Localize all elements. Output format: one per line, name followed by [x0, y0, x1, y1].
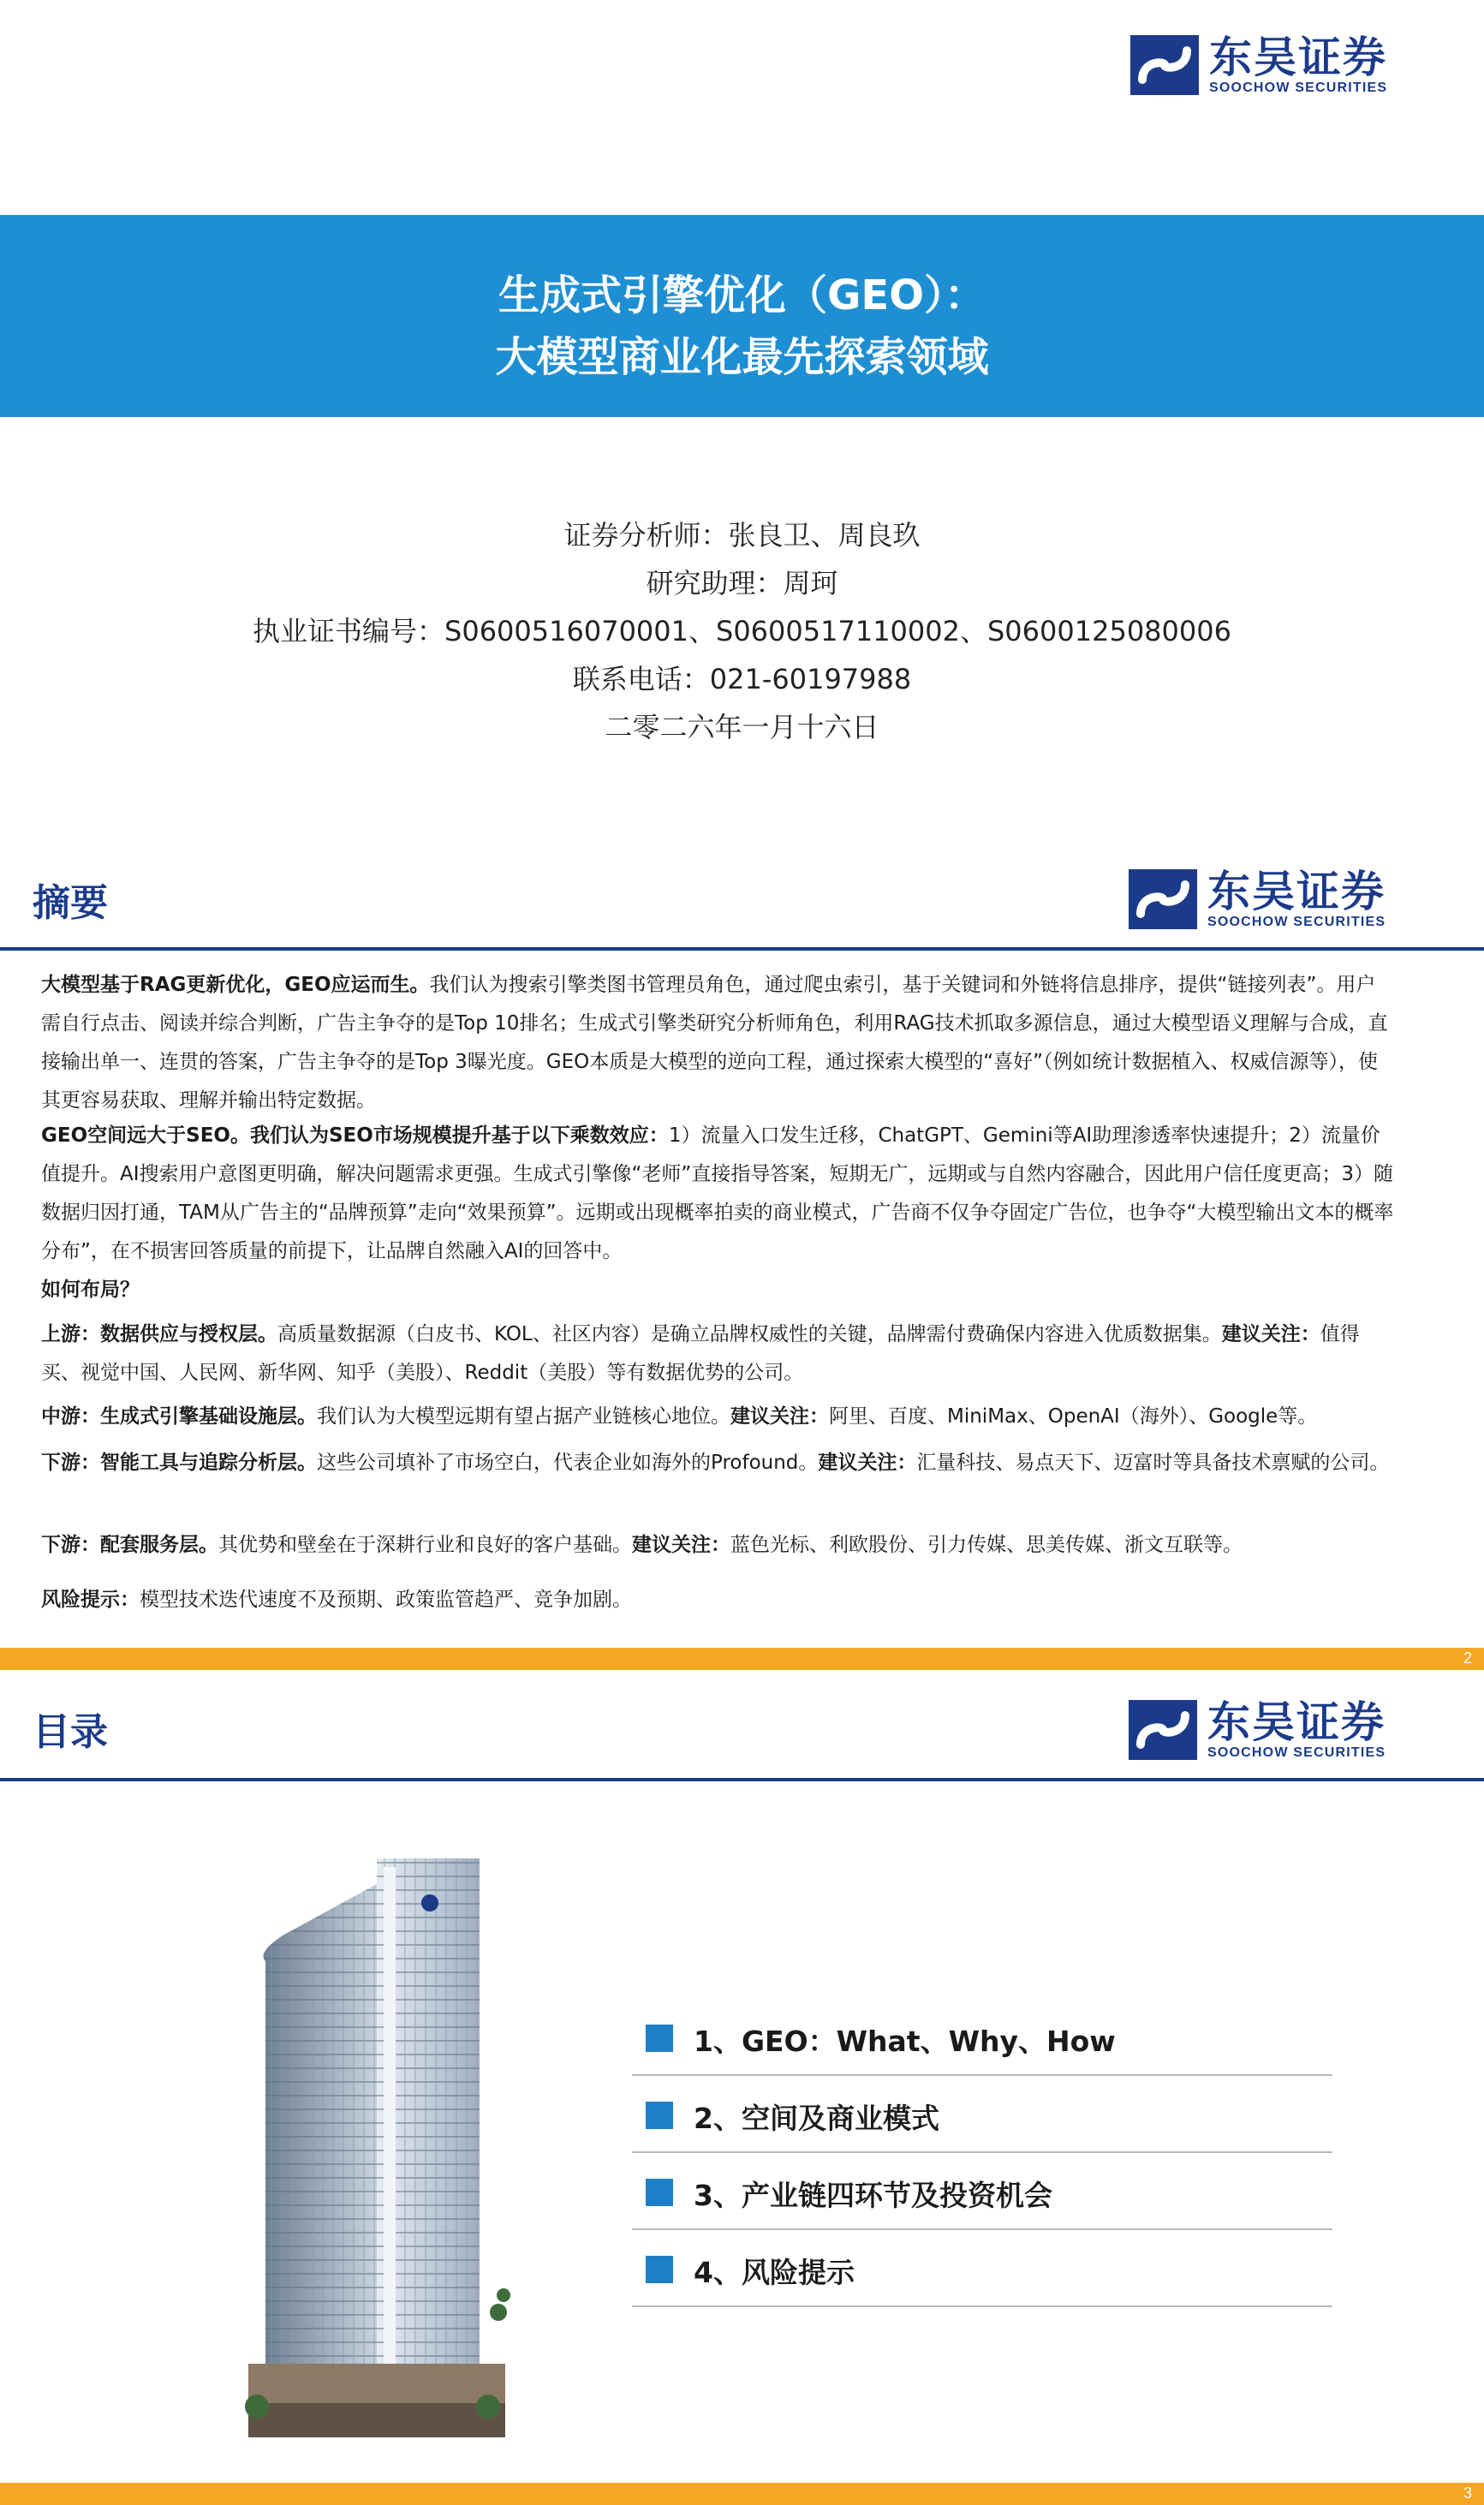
p8-text: 模型技术迭代速度不及预期、政策监管趋严、竞争加剧。	[140, 1589, 632, 1611]
toc-item-3[interactable]	[632, 2153, 1332, 2230]
p5-bold: 中游：生成式引擎基础设施层。	[41, 1405, 317, 1428]
brand-logo-summary	[1129, 868, 1386, 930]
brand-name-en: SOOCHOW SECURITIES	[1209, 81, 1388, 95]
p4-text2: 值得买、视觉中国、人民网、新华网、知乎（美股）、Reddit（美股）等有数据优势的公司。	[41, 1323, 1360, 1384]
summary-paragraph-3	[41, 1271, 1394, 1309]
page3-footer-bar	[0, 2483, 1484, 2505]
toc-bullet-icon	[646, 2025, 673, 2052]
summary-paragraph-4	[41, 1315, 1394, 1393]
summary-paragraph-5	[41, 1398, 1394, 1436]
p1-text: 我们认为搜索引擎类图书管理员角色，通过爬虫索引，基于关键词和外链将信息排序，提供“链接列表”。用户需自行点击、阅读并综合判断，广告主争夺的是Top 10排名；生成式引擎类研究分析师角色，利用RAG技术抓取多源信息，通过大模型语义理解与合成，直接输出单一、连贯的答案，广告主争夺的是Top 3曝光度。GEO本质是大模型的逆向工程，通过探索大模型的“喜好”（例如统计数据植入、权威信源等），使其更容易获取、理解并输出特定数据。	[41, 974, 1388, 1112]
toc-item-1[interactable]	[632, 1999, 1332, 2076]
p2-bold: GEO空间远大于SEO。我们认为SEO市场规模提升基于以下乘数效应：	[41, 1124, 669, 1147]
soochow-logo-icon	[1129, 869, 1197, 929]
p6-bold2: 建议关注：	[818, 1452, 917, 1474]
p5-bold2: 建议关注：	[730, 1405, 829, 1428]
p8-bold: 风险提示：	[41, 1589, 140, 1611]
office-building-image	[231, 1850, 522, 2437]
cover-title-line2: 大模型商业化最先探索领域	[495, 333, 989, 381]
p2-text: 1）流量入口发生迁移，ChatGPT、Gemini等AI助理渗透率快速提升；2）流量价值提升。AI搜索用户意图更明确，解决问题需求更强。生成式引擎像“老师”直接指导答案，短期无广，远期或与自然内容融合，因此用户信任度更高；3）随数据归因打通，TAM从广告主的“品牌预算”走向“效果预算”。远期或出现概率拍卖的商业模式，广告商不仅争夺固定广告位，也争夺“大模型输出文本的概率分布”，在不损害回答质量的前提下，让品牌自然融入AI的回答中。	[41, 1124, 1394, 1262]
summary-heading: 摘要	[33, 881, 108, 925]
p6-text: 这些公司填补了市场空白，代表企业如海外的Profound。	[317, 1452, 819, 1474]
p1-bold: 大模型基于RAG更新优化，GEO应运而生。	[41, 974, 430, 996]
toc-bullet-icon	[646, 2256, 673, 2283]
summary-header-rule	[0, 947, 1484, 951]
toc-item-label: 3、产业链四环节及投资机会	[694, 2179, 1052, 2212]
p4-bold2: 建议关注：	[1221, 1323, 1320, 1345]
toc-item-label: 1、GEO：What、Why、How	[694, 2025, 1116, 2058]
summary-paragraph-1	[41, 966, 1394, 1120]
toc-item-label: 2、空间及商业模式	[694, 2102, 939, 2135]
cover-title-band	[0, 215, 1484, 417]
brand-name-cn: 东吴证券	[1207, 867, 1386, 916]
p4-bold: 上游：数据供应与授权层。	[41, 1323, 277, 1345]
brand-logo-toc	[1129, 1699, 1386, 1761]
brand-logo-top	[1130, 34, 1387, 96]
brand-name-en: SOOCHOW SECURITIES	[1207, 915, 1386, 929]
toc-bullet-icon	[646, 2179, 673, 2206]
page-number-2: 2	[1463, 1649, 1472, 1667]
toc-header-rule	[0, 1778, 1484, 1781]
p5-text: 我们认为大模型远期有望占据产业链核心地位。	[317, 1405, 730, 1428]
page-number-3: 3	[1463, 2484, 1472, 2502]
soochow-logo-icon	[1129, 1700, 1197, 1760]
toc-item-label: 4、风险提示	[694, 2256, 855, 2289]
summary-paragraph-2	[41, 1117, 1394, 1271]
toc-bullet-icon	[646, 2102, 673, 2129]
brand-name-en: SOOCHOW SECURITIES	[1207, 1745, 1386, 1760]
p3-bold: 如何布局？	[41, 1279, 140, 1301]
p5-text2: 阿里、百度、MiniMax、OpenAI（海外）、Google等。	[829, 1405, 1318, 1428]
cover-phone: 联系电话：021-60197988	[572, 663, 912, 695]
brand-name-cn: 东吴证券	[1209, 33, 1387, 82]
toc-item-2[interactable]	[632, 2076, 1332, 2153]
summary-paragraph-6	[41, 1444, 1394, 1482]
p4-text: 高质量数据源（白皮书、KOL、社区内容）是确立品牌权威性的关键，品牌需付费确保内容进入优质数据集。	[277, 1323, 1222, 1345]
brand-name-cn: 东吴证券	[1207, 1697, 1386, 1747]
p7-bold: 下游：配套服务层。	[41, 1534, 218, 1556]
toc-item-4[interactable]	[632, 2230, 1332, 2307]
summary-paragraph-7	[41, 1526, 1394, 1565]
cover-license: 执业证书编号：S0600516070001、S0600517110002、S0600125080006	[253, 615, 1231, 647]
p7-text: 其优势和壁垒在于深耕行业和良好的客户基础。	[218, 1534, 632, 1556]
toc-divider	[632, 2305, 1332, 2307]
p6-text2: 汇量科技、易点天下、迈富时等具备技术禀赋的公司。	[916, 1452, 1390, 1474]
cover-assistant: 研究助理：周珂	[646, 567, 838, 599]
p7-text2: 蓝色光标、利欧股份、引力传媒、思美传媒、浙文互联等。	[730, 1534, 1243, 1556]
cover-analysts: 证券分析师：张良卫、周良玖	[563, 519, 921, 552]
cover-title-line1: 生成式引擎优化（GEO）：	[498, 271, 986, 319]
soochow-logo-icon	[1130, 35, 1199, 95]
toc-heading: 目录	[33, 1710, 108, 1754]
p6-bold: 下游：智能工具与追踪分析层。	[41, 1452, 317, 1474]
summary-paragraph-8	[41, 1581, 1394, 1619]
page2-footer-bar	[0, 1648, 1484, 1670]
p7-bold2: 建议关注：	[632, 1534, 730, 1556]
cover-date: 二零二六年一月十六日	[605, 711, 879, 743]
